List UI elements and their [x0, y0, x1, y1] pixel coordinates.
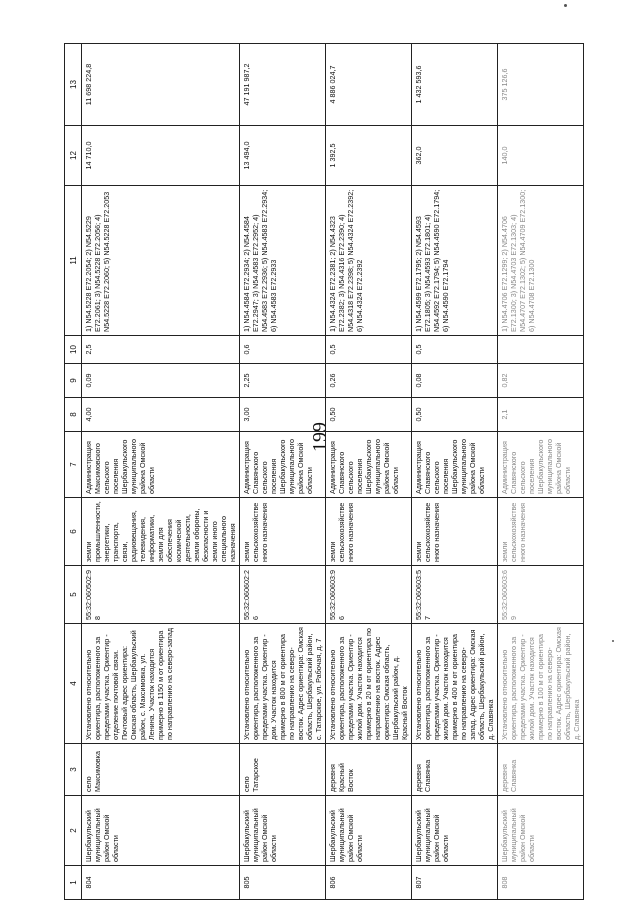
cell-c12: 14 710,0	[82, 126, 240, 186]
cell-coords: 1) N54.4706 E72.1299; 2) N54.4706 E72.1300; 3) N54.4703 E72.1303; 4) N54.4707 E72.1302; 5) N54.4709 E72.1300; 6) N54.4708 E72.1300	[498, 186, 584, 336]
cell-category: земли промышленности, энергетики, транспорта, связи, радиовещания, телевидения, информатики, земли для обеспечения космической деятельности, земли обороны, безопасности и земли иного специального назначения	[82, 498, 240, 566]
scan-speck	[564, 4, 567, 7]
cell-c13: 375 126,6	[498, 44, 584, 126]
cell-c12: 13 494,0	[240, 126, 326, 186]
cell-c9: 0,09	[82, 364, 240, 398]
cell-coords: 1) N54.4599 E72.1795; 2) N54.4593 E72.1805; 3) N54.4593 E72.1801; 4) N54.4592 E72.1794; 5) N54.4590 E72.1794; 6) N54.4590 E72.1794	[412, 186, 498, 336]
column-number-9: 9	[65, 364, 82, 398]
cell-c12: 140,0	[498, 126, 584, 186]
table-row	[498, 44, 584, 900]
cell-location: Установлено относительно ориентира, расположенного за пределами участка. Ориентир - дом. Участок находится примерно в 800 м от ориентира по направлению на северо-восток. Адрес ориентира: Омская область, Шербакульский район, с. Татарское, ул. Рабочая, д. 7	[240, 624, 326, 744]
cell-c8: 4,00	[82, 398, 240, 432]
cell-settlement: деревня Славянка	[412, 744, 498, 796]
cell-holder: Администрация Славянского сельского поселения Шербакульского муниципального района Омской области	[498, 432, 584, 498]
cell-n: 807	[412, 866, 498, 900]
cell-c10: 0,5	[412, 336, 498, 364]
cell-category: земли сельскохозяйственного назначения	[412, 498, 498, 566]
column-number-11: 11	[65, 186, 82, 336]
column-number-5: 5	[65, 566, 82, 624]
cell-holder: Администрация Славянского сельского поселения Шербакульского муниципального района Омской области	[240, 432, 326, 498]
cell-location: Установлено относительно ориентира, расположенного за пределами участка. Ориентир - жилой дом. Участок находится примерно в 20 м от ориентира по направлению на восток. Адрес ориентира: Омская область, Шербакульский район, д. Красный Восток	[326, 624, 412, 744]
cell-holder: Администрация Славянского сельского поселения Шербакульского муниципального района Омской области	[412, 432, 498, 498]
rotated-table-frame	[64, 44, 581, 900]
column-number-10: 10	[65, 336, 82, 364]
column-number-8: 8	[65, 398, 82, 432]
cell-c9: 0,08	[412, 364, 498, 398]
cell-location: Установлено относительно ориентира, расположенного за пределами участка. Ориентир - жилой дом. Участок находится примерно в 100 м от ориентира по направлению на северо-восток. Адрес ориентира: Омская область, Шербакульский район, д. Славянка	[498, 624, 584, 744]
table-row	[82, 44, 240, 900]
cell-n: 805	[240, 866, 326, 900]
cell-cadastral: 55:32:060603:96	[326, 566, 412, 624]
cell-c10	[498, 336, 584, 364]
cell-district: Шербакульский муниципальный район Омской области	[498, 796, 584, 866]
land-plots-table	[64, 43, 584, 900]
column-number-13: 13	[65, 44, 82, 126]
column-number-2: 2	[65, 796, 82, 866]
cell-n: 804	[82, 866, 240, 900]
cell-c10: 2,5	[82, 336, 240, 364]
cell-c13: 4 886 024,7	[326, 44, 412, 126]
cell-district: Шербакульский муниципальный район Омской области	[240, 796, 326, 866]
column-number-3: 3	[65, 744, 82, 796]
cell-c13: 11 698 224,8	[82, 44, 240, 126]
cell-coords: 1) N54.4324 E72.2381; 2) N54.4323 E72.2382; 3) N54.4316 E72.2390; 4) N54.4318 E72.2398; 5) N54.4324 E72.2392; 6) N54.4324 E72.2392	[326, 186, 412, 336]
column-number-12: 12	[65, 126, 82, 186]
cell-c9: 0,82	[498, 364, 584, 398]
column-number-row	[65, 44, 82, 900]
cell-category: земли сельскохозяйственного назначения	[498, 498, 584, 566]
column-number-1: 1	[65, 866, 82, 900]
cell-coords: 1) N54.4584 E72.2934; 2) N54.4584 E72.2947; 3) N54.4583 E72.2952; 4) N54.4583 E72.2936; 5) N54.4583 E72.2934; 6) N54.4583 E72.2933	[240, 186, 326, 336]
cell-c13: 47 191 987,2	[240, 44, 326, 126]
cell-c12: 362,0	[412, 126, 498, 186]
cell-c8: 2,1	[498, 398, 584, 432]
cell-district: Шербакульский муниципальный район Омской области	[412, 796, 498, 866]
table-row	[326, 44, 412, 900]
table-row	[412, 44, 498, 900]
cell-cadastral: 55:32:060603:69	[498, 566, 584, 624]
cell-settlement: село Татарское	[240, 744, 326, 796]
cell-coords: 1) N54.5228 E72.2054; 2) N54.5229 E72.2061; 3) N54.5228 E72.2056; 4) N54.5228 E72.2060; 5) N54.5228 E72.2053	[82, 186, 240, 336]
cell-c8: 0,50	[412, 398, 498, 432]
cell-c10: 0,6	[240, 336, 326, 364]
cell-category: земли сельскохозяйственного назначения	[326, 498, 412, 566]
scan-speck	[612, 640, 614, 642]
cell-c10: 0,5	[326, 336, 412, 364]
cell-location: Установлено относительно ориентира, расположенного за пределами участка. Ориентир - отделение почтовой связи. Почтовый адрес ориентира: Омская область, Шербакульский район, с. Максимовка, ул. Ленина. Участок находится примерно в 1150 м от ориентира по направлению на северо-запад	[82, 624, 240, 744]
cell-category: земли сельскохозяйственного назначения	[240, 498, 326, 566]
cell-cadastral: 55:32:060603:57	[412, 566, 498, 624]
cell-settlement: деревня Славянка	[498, 744, 584, 796]
cell-location: Установлено относительно ориентира, расположенного за пределами участка. Ориентир - жилой дом. Участок находится примерно в 400 м от ориентира по направлению на северо-запад. Адрес ориентира: Омская область, Шербакульский район, д. Славянка	[412, 624, 498, 744]
column-number-6: 6	[65, 498, 82, 566]
column-number-4: 4	[65, 624, 82, 744]
column-number-7: 7	[65, 432, 82, 498]
cell-c9: 0,26	[326, 364, 412, 398]
cell-c8: 0,50	[326, 398, 412, 432]
cell-n: 806	[326, 866, 412, 900]
cell-holder: Администрация Славянского сельского поселения Шербакульского муниципального района Омской области	[326, 432, 412, 498]
cell-cadastral: 55:32:060502:98	[82, 566, 240, 624]
cell-n: 808	[498, 866, 584, 900]
cell-c12: 1 392,5	[326, 126, 412, 186]
cell-c8: 3,00	[240, 398, 326, 432]
cell-settlement: деревня Красный Восток	[326, 744, 412, 796]
cell-c9: 2,25	[240, 364, 326, 398]
cell-district: Шербакульский муниципальный район Омской области	[326, 796, 412, 866]
rotated-table	[64, 44, 581, 900]
cell-c13: 1 432 593,6	[412, 44, 498, 126]
table-row	[240, 44, 326, 900]
cell-holder: Администрация Максимовского сельского поселения Шербакульского муниципального района Омской области	[82, 432, 240, 498]
cell-settlement: село Максимовка	[82, 744, 240, 796]
cell-district: Шербакульский муниципальный район Омской области	[82, 796, 240, 866]
cell-cadastral: 55:32:060602:26	[240, 566, 326, 624]
page-number: 199	[309, 422, 331, 452]
